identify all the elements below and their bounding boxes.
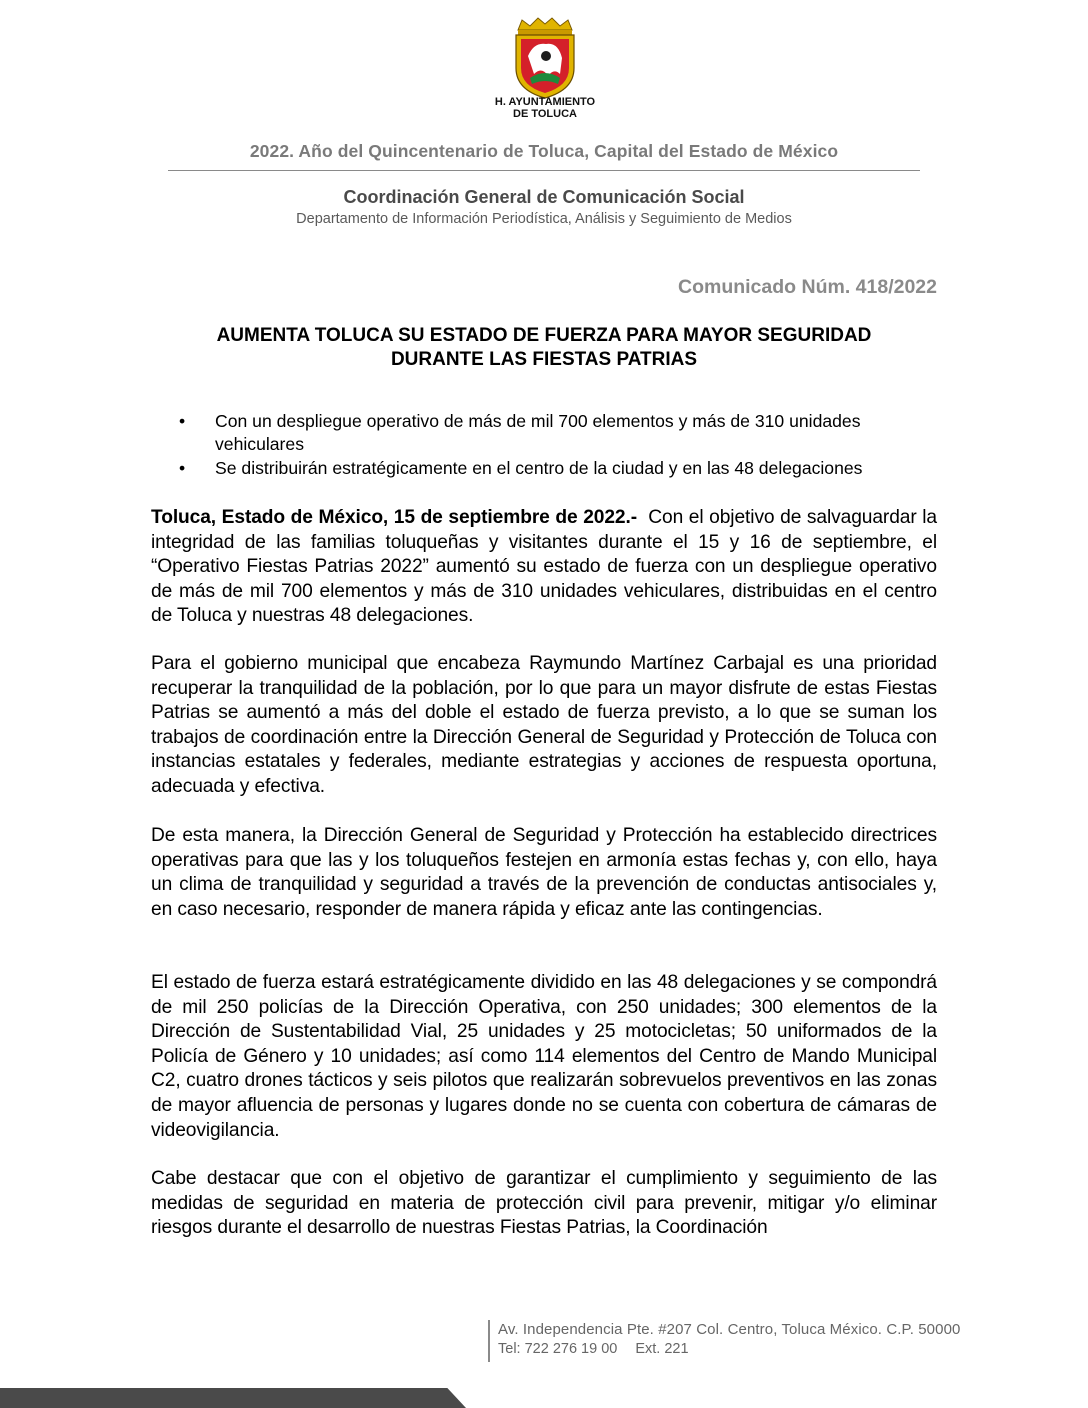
body-paragraph-4: El estado de fuerza estará estratégicamente dividido en las 48 delegaciones y se compondrá de mil 250 policías de la Dirección Operativa, con 250 unidades; 300 elementos de la Dirección de Sustentabilidad Vial, 25 unidades y 25 motocicletas; 50 uniformados de la Policía de Género y 10 unidades; así como 114 elementos del Centro de Mando Municipal C2, cuatro drones tácticos y seis pilotos que realizarán sobrevuelos preventivos en las zonas de mayor afluencia de personas y lugares donde no se cuenta con cobertura de cámaras de videovigilancia. [151, 972, 937, 1141]
footer-phone [498, 1341, 689, 1357]
bullet-dot-icon: • [179, 411, 186, 431]
body-paragraph-2: Para el gobierno municipal que encabeza Raymundo Martínez Carbajal es una prioridad recuperar la tranquilidad de la población, por lo que para un mayor disfrute de estas Fiestas Patrias se aumentó a más del doble el estado de fuerza previsto, a lo que se suman los trabajos de coordinación entre la Dirección General de Seguridad y Protección de Toluca con instancias estatales y federales, mediante estrategias y acciones de respuesta oportuna, adecuada y efectiva. [151, 653, 937, 797]
bullet-text: Con un despliegue operativo de más de mil 700 elementos y más de 310 unidades vehiculares [215, 411, 861, 454]
bullet-text: Se distribuirán estratégicamente en el centro de la ciudad y en las 48 delegaciones [215, 458, 863, 478]
body-paragraph-5: Cabe destacar que con el objetivo de garantizar el cumplimiento y seguimiento de las medidas de seguridad en materia de protección civil para prevenir, mitigar y/o eliminar riesgos durante el desarrollo de nuestras Fiestas Patrias, la Coordinación [151, 1168, 937, 1239]
body-paragraph-1 [151, 506, 937, 629]
footer-address: Av. Independencia Pte. #207 Col. Centro, Toluca México. C.P. 50000 [498, 1321, 961, 1338]
phone-extension: Ext. 221 [635, 1341, 689, 1357]
dateline: Toluca, Estado de México, 15 de septiembre de 2022.- [151, 507, 638, 528]
department-subtitle: Departamento de Información Periodística, Análisis y Seguimiento de Medios [296, 211, 792, 227]
crest-caption-line2: DE TOLUCA [513, 108, 577, 120]
bullet-item [151, 410, 937, 455]
toluca-coat-of-arms-icon [508, 16, 582, 100]
banner-divider [168, 170, 920, 171]
footer-band [0, 1388, 466, 1408]
headline-line1: AUMENTA TOLUCA SU ESTADO DE FUERZA PARA MAYOR SEGURIDAD [216, 325, 872, 346]
body-paragraph-3: De esta manera, la Dirección General de Seguridad y Protección ha establecido directrices operativas para que las y los toluqueños festejen en armonía estas fechas y, con ello, haya un clima de tranquilidad y seguridad a través de la prevención de conductas antisociales y, en caso necesario, responder de manera rápida y eficaz ante las contingencias. [151, 825, 937, 920]
headline-line2: DURANTE LAS FIESTAS PATRIAS [390, 349, 698, 370]
coordination-title: Coordinación General de Comunicación Social [343, 187, 745, 207]
paragraph-text: Con el objetivo de salvaguardar la integridad de las familias toluqueñas y visitantes durante el 15 y 16 de septiembre, el “Operativo Fiestas Patrias 2022” aumentó su estado de fuerza con un despliegue operativo de más de mil 700 elementos y más de 310 unidades vehiculares, distribuidas en el centro de Toluca y nuestras 48 delegaciones. [151, 507, 937, 627]
footer-divider [488, 1320, 490, 1362]
highlight-bullets [151, 410, 937, 482]
phone-number: Tel: 722 276 19 00 [498, 1341, 618, 1357]
crest-caption [440, 96, 650, 120]
crest-caption-line1: H. AYUNTAMIENTO [494, 96, 596, 108]
headline [151, 324, 937, 372]
release-number: Comunicado Núm. 418/2022 [677, 276, 937, 298]
bullet-dot-icon: • [179, 458, 186, 478]
year-banner: 2022. Año del Quincentenario de Toluca, Capital del Estado de México [249, 141, 839, 161]
bullet-item [151, 457, 937, 480]
